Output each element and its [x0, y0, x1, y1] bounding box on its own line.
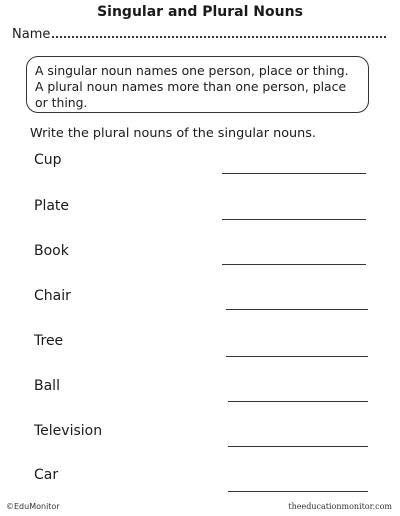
name-label: Name	[12, 27, 51, 42]
answer-line-car[interactable]	[228, 491, 368, 492]
website-link[interactable]: theeducationmonitor.com	[288, 502, 392, 511]
answer-line-ball[interactable]	[228, 401, 368, 402]
copyright-text: ©EduMonitor	[6, 502, 60, 511]
word-chair: Chair	[34, 288, 71, 304]
singular-definition: A singular noun names one person, place or thing.	[35, 63, 349, 78]
word-television: Television	[34, 423, 103, 439]
answer-line-book[interactable]	[222, 264, 366, 265]
answer-line-plate[interactable]	[222, 219, 366, 220]
word-book: Book	[34, 243, 69, 259]
answer-line-cup[interactable]	[222, 173, 366, 174]
answer-line-television[interactable]	[228, 446, 368, 447]
name-answer-line[interactable]	[52, 36, 386, 38]
definition-box	[26, 56, 369, 113]
name-row	[12, 27, 392, 42]
word-cup: Cup	[34, 152, 62, 168]
word-tree: Tree	[34, 333, 64, 349]
answer-line-chair[interactable]	[226, 309, 368, 310]
instructions: Write the plural nouns of the singular nouns.	[30, 126, 316, 141]
word-ball: Ball	[34, 378, 60, 394]
word-car: Car	[34, 467, 59, 483]
word-plate: Plate	[34, 198, 70, 214]
worksheet-title: Singular and Plural Nouns	[97, 4, 303, 20]
answer-line-tree[interactable]	[226, 356, 368, 357]
plural-definition: A plural noun names more than one person, place or thing.	[35, 79, 347, 110]
